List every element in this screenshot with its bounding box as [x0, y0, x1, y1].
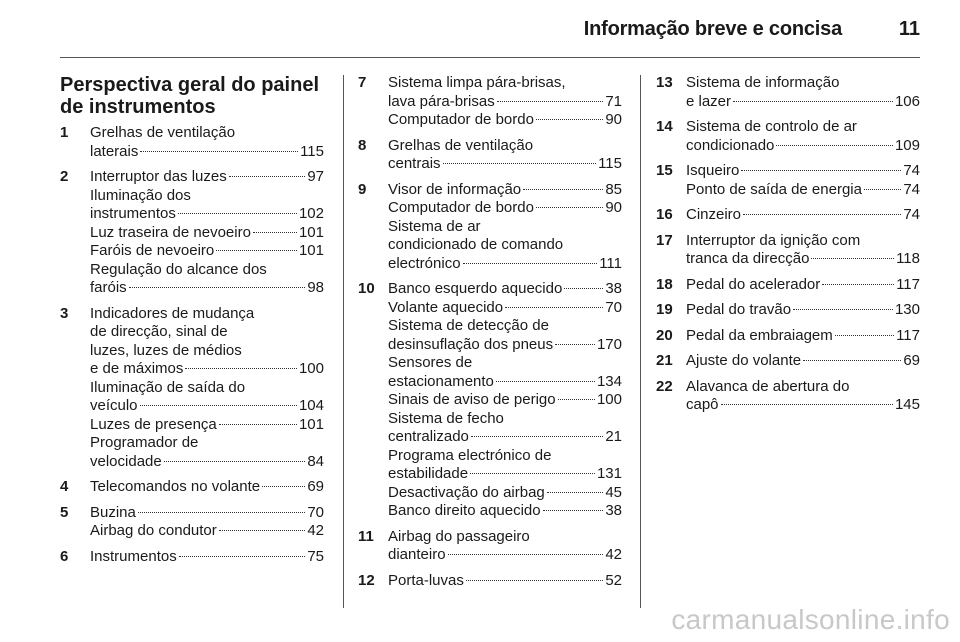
page-reference: 90: [605, 199, 622, 216]
page-reference: 70: [307, 503, 324, 521]
page-reference: 118: [896, 250, 920, 267]
index-line: [90, 224, 324, 243]
item-label: Iluminação dos: [90, 186, 191, 204]
item-label: Interruptor da ignição com: [686, 231, 861, 249]
item-label: Interruptor das luzes: [90, 168, 227, 185]
item-label: Programa electrónico de: [388, 446, 552, 464]
item-text-line: [388, 410, 622, 429]
column-1: [60, 74, 324, 573]
item-label: tranca da direcção: [686, 250, 810, 267]
section-title: Perspectiva geral do painel de instrumentos: [60, 74, 319, 118]
dot-leader: [140, 405, 297, 406]
page-reference: 52: [605, 571, 622, 589]
index-line: [686, 301, 920, 320]
item-label: Airbag do condutor: [90, 522, 217, 539]
item-label: Grelhas de ventilação: [90, 124, 236, 141]
index-line: [90, 504, 324, 523]
page-reference: 170: [596, 335, 622, 353]
list-item: [656, 206, 920, 225]
dot-leader: [741, 170, 901, 171]
dot-leader: [178, 213, 297, 214]
index-line: [686, 162, 920, 181]
item-text-line: [388, 354, 622, 373]
index-line: [686, 327, 920, 346]
item-label: Sistema limpa pára-brisas,: [388, 74, 566, 91]
list-item: [358, 137, 622, 174]
item-number: 6: [60, 547, 69, 565]
index-line: [388, 155, 622, 174]
item-label: Indicadores de mudança: [90, 304, 255, 322]
dot-leader: [835, 335, 894, 336]
item-label: Telecomandos no volante: [90, 478, 261, 495]
chapter-title: Informação breve e concisa: [583, 18, 842, 40]
item-label: Porta-luvas: [388, 571, 464, 589]
item-number: 1: [60, 124, 69, 141]
page-reference: 90: [605, 111, 622, 128]
item-label: Banco direito aquecido: [388, 502, 541, 519]
page-reference: 101: [298, 223, 324, 241]
index-line: [90, 416, 324, 435]
list-item: [656, 301, 920, 320]
item-number: 17: [656, 231, 673, 249]
page-reference: 109: [894, 136, 920, 154]
dot-leader: [164, 461, 306, 462]
item-text-line: [90, 434, 324, 453]
item-text-line: [90, 124, 324, 143]
index-line: [388, 546, 622, 565]
index-line: [388, 484, 622, 503]
item-number: 14: [656, 118, 673, 135]
dot-leader: [555, 344, 595, 345]
item-label: Ponto de saída de energia: [686, 180, 862, 198]
item-label: Computador de bordo: [388, 111, 534, 128]
dot-leader: [536, 207, 603, 208]
item-text-line: [388, 447, 622, 466]
column-2: [358, 74, 622, 597]
item-text-line: [388, 218, 622, 237]
item-label: Sinais de aviso de perigo: [388, 391, 556, 408]
index-line: [90, 360, 324, 379]
list-item: [60, 124, 324, 161]
dot-leader: [803, 360, 901, 361]
item-label: Buzina: [90, 503, 136, 521]
item-label: dianteiro: [388, 546, 446, 563]
dot-leader: [543, 510, 604, 511]
page-reference: 101: [298, 415, 324, 433]
list-item: [358, 280, 622, 521]
dot-leader: [138, 512, 305, 513]
dot-leader: [443, 163, 597, 164]
item-label: desinsuflação dos pneus: [388, 335, 554, 353]
page-reference: 111: [599, 254, 622, 272]
page-reference: 74: [903, 180, 920, 198]
page-reference: 75: [307, 547, 324, 565]
dot-leader: [129, 287, 306, 288]
item-number: 19: [656, 301, 673, 318]
dot-leader: [523, 189, 603, 190]
item-label: Sistema de controlo de ar: [686, 118, 857, 135]
item-label: centralizado: [388, 428, 469, 445]
list-item: [358, 572, 622, 591]
item-number: 4: [60, 478, 69, 495]
watermark: carmanualsonline.info: [671, 604, 950, 635]
item-text-line: [388, 317, 622, 336]
index-line: [686, 250, 920, 269]
item-label: electrónico: [388, 254, 461, 272]
index-line: [686, 206, 920, 225]
list-item: [60, 548, 324, 567]
page-number: 11: [898, 18, 920, 40]
list-item: [656, 118, 920, 155]
item-number: 2: [60, 168, 69, 185]
column-3: [656, 74, 920, 422]
dot-leader: [776, 145, 893, 146]
index-line: [388, 465, 622, 484]
item-label: condicionado de comando: [388, 236, 564, 253]
dot-leader: [536, 119, 603, 120]
item-label: e de máximos: [90, 360, 184, 377]
page-reference: 38: [605, 280, 622, 297]
item-label: Computador de bordo: [388, 199, 534, 216]
index-line: [388, 199, 622, 218]
item-label: estacionamento: [388, 372, 494, 390]
item-label: Cinzeiro: [686, 206, 742, 223]
dot-leader: [262, 486, 305, 487]
index-line: [686, 276, 920, 295]
page-reference: 145: [894, 396, 920, 413]
page-reference: 74: [903, 162, 920, 179]
item-label: Ajuste do volante: [686, 352, 802, 369]
page-reference: 42: [307, 522, 324, 539]
index-line: [686, 352, 920, 371]
item-number: 13: [656, 74, 673, 91]
index-line: [388, 93, 622, 112]
page-reference: 21: [605, 428, 622, 445]
item-text-line: [686, 74, 920, 93]
list-item: [60, 305, 324, 472]
item-label: Regulação do alcance dos: [90, 260, 267, 278]
item-label: Isqueiro: [686, 162, 740, 179]
index-line: [90, 168, 324, 187]
index-line: [388, 255, 622, 274]
item-number: 20: [656, 326, 673, 344]
list-item: [60, 168, 324, 298]
item-number: 9: [358, 180, 367, 198]
dot-leader: [496, 381, 595, 382]
item-text-line: [90, 305, 324, 324]
item-label: Sistema de informação: [686, 74, 840, 91]
dot-leader: [448, 554, 604, 555]
item-number: 11: [358, 527, 374, 545]
page-reference: 115: [300, 142, 324, 160]
dot-leader: [547, 492, 604, 493]
item-label: e lazer: [686, 92, 732, 110]
page-reference: 85: [605, 180, 622, 198]
page-header: [0, 16, 960, 50]
page-reference: 131: [596, 465, 622, 482]
item-label: de direcção, sinal de: [90, 323, 228, 340]
index-line: [90, 242, 324, 261]
item-label: Instrumentos: [90, 547, 177, 565]
item-label: Sensores de: [388, 354, 473, 371]
index-line: [388, 336, 622, 355]
item-label: Pedal da embraiagem: [686, 326, 833, 344]
item-label: Pedal do travão: [686, 301, 792, 318]
index-line: [90, 279, 324, 298]
item-number: 12: [358, 571, 375, 589]
item-number: 15: [656, 162, 673, 179]
item-number: 8: [358, 136, 367, 154]
dot-leader: [216, 250, 297, 251]
index-line: [388, 299, 622, 318]
item-number: 5: [60, 503, 69, 521]
dot-leader: [822, 284, 894, 285]
item-label: faróis: [90, 279, 127, 296]
dot-leader: [793, 309, 893, 310]
dot-leader: [564, 288, 603, 289]
page-reference: 69: [307, 478, 324, 495]
item-text-line: [90, 379, 324, 398]
item-label: Luzes de presença: [90, 415, 217, 433]
index-line: [388, 502, 622, 521]
index-line: [90, 453, 324, 472]
page-reference: 69: [903, 352, 920, 369]
item-label: Grelhas de ventilação: [388, 136, 534, 154]
item-label: Faróis de nevoeiro: [90, 242, 215, 259]
page-reference: 104: [298, 397, 324, 414]
item-label: Visor de informação: [388, 180, 522, 198]
list-item: [656, 162, 920, 199]
dot-leader: [743, 214, 901, 215]
item-label: centrais: [388, 155, 441, 172]
item-label: Pedal do acelerador: [686, 275, 821, 293]
dot-leader: [558, 399, 595, 400]
index-line: [388, 280, 622, 299]
item-label: Alavanca de abertura do: [686, 377, 850, 395]
dot-leader: [253, 232, 297, 233]
dot-leader: [179, 556, 306, 557]
index-line: [686, 181, 920, 200]
index-line: [388, 111, 622, 130]
list-item: [358, 528, 622, 565]
item-number: 10: [358, 280, 375, 297]
column-divider: [343, 75, 344, 608]
index-line: [686, 137, 920, 156]
page-reference: 70: [605, 298, 622, 316]
item-label: estabilidade: [388, 465, 469, 482]
column-divider: [640, 75, 641, 608]
item-label: Sistema de ar: [388, 217, 481, 235]
item-label: laterais: [90, 142, 139, 160]
page-reference: 117: [896, 326, 920, 344]
index-line: [90, 397, 324, 416]
item-text-line: [686, 232, 920, 251]
item-text-line: [686, 378, 920, 397]
page-reference: 100: [596, 391, 622, 408]
page-reference: 42: [605, 546, 622, 563]
index-line: [388, 391, 622, 410]
item-text-line: [388, 528, 622, 547]
list-item: [656, 378, 920, 415]
item-label: Volante aquecido: [388, 298, 504, 316]
dot-leader: [471, 436, 603, 437]
list-item: [656, 232, 920, 269]
index-line: [388, 428, 622, 447]
page-reference: 115: [598, 155, 622, 172]
index-line: [686, 396, 920, 415]
dot-leader: [497, 101, 604, 102]
list-item: [358, 74, 622, 130]
dot-leader: [864, 189, 901, 190]
item-text-line: [90, 261, 324, 280]
item-number: 22: [656, 377, 673, 395]
item-label: veículo: [90, 397, 138, 414]
page-reference: 106: [894, 92, 920, 110]
item-label: lava pára-brisas: [388, 92, 495, 110]
header-divider: [60, 57, 920, 58]
index-line: [388, 181, 622, 200]
item-text-line: [686, 118, 920, 137]
index-line: [90, 548, 324, 567]
index-line: [90, 478, 324, 497]
index-line: [90, 205, 324, 224]
page-reference: 45: [605, 483, 622, 501]
item-label: Sistema de detecção de: [388, 317, 549, 334]
list-item: [60, 504, 324, 541]
item-label: condicionado: [686, 136, 775, 154]
item-text-line: [90, 323, 324, 342]
page-reference: 74: [903, 206, 920, 223]
dot-leader: [811, 258, 894, 259]
item-text-line: [90, 187, 324, 206]
item-label: Banco esquerdo aquecido: [388, 280, 563, 297]
item-label: velocidade: [90, 452, 162, 470]
item-label: Luz traseira de nevoeiro: [90, 223, 251, 241]
item-number: 7: [358, 74, 367, 91]
list-item: [358, 181, 622, 274]
item-label: Desactivação do airbag: [388, 483, 545, 501]
index-line: [388, 373, 622, 392]
item-label: Sistema de fecho: [388, 409, 504, 427]
page-reference: 71: [605, 92, 622, 110]
item-number: 21: [656, 352, 673, 369]
dot-leader: [463, 263, 598, 264]
page-reference: 97: [307, 168, 324, 185]
list-item: [656, 276, 920, 295]
item-number: 18: [656, 275, 673, 293]
dot-leader: [219, 530, 306, 531]
index-line: [90, 143, 324, 162]
page-reference: 84: [307, 452, 324, 470]
index-line: [388, 572, 622, 591]
dot-leader: [470, 473, 595, 474]
dot-leader: [140, 151, 298, 152]
page-reference: 102: [298, 205, 324, 222]
item-label: capô: [686, 396, 719, 413]
dot-leader: [185, 368, 297, 369]
item-label: Iluminação de saída do: [90, 378, 246, 396]
list-item: [656, 352, 920, 371]
dot-leader: [466, 580, 603, 581]
item-text-line: [388, 137, 622, 156]
list-item: [656, 74, 920, 111]
index-line: [686, 93, 920, 112]
page-reference: 100: [298, 360, 324, 377]
dot-leader: [229, 176, 306, 177]
dot-leader: [721, 404, 893, 405]
dot-leader: [505, 307, 603, 308]
item-text-line: [388, 236, 622, 255]
item-label: Programador de: [90, 434, 199, 451]
page-reference: 130: [894, 301, 920, 318]
item-label: instrumentos: [90, 205, 176, 222]
item-number: 3: [60, 304, 69, 322]
page-reference: 101: [298, 242, 324, 259]
item-label: Airbag do passageiro: [388, 527, 530, 545]
list-item: [656, 327, 920, 346]
item-text-line: [388, 74, 622, 93]
dot-leader: [219, 424, 297, 425]
index-line: [90, 522, 324, 541]
item-number: 16: [656, 206, 673, 223]
dot-leader: [733, 101, 893, 102]
page-reference: 134: [596, 372, 622, 390]
item-label: luzes, luzes de médios: [90, 341, 242, 359]
item-text-line: [90, 342, 324, 361]
page-reference: 117: [896, 275, 920, 293]
list-item: [60, 478, 324, 497]
page-reference: 98: [307, 279, 324, 296]
page-reference: 38: [605, 502, 622, 519]
